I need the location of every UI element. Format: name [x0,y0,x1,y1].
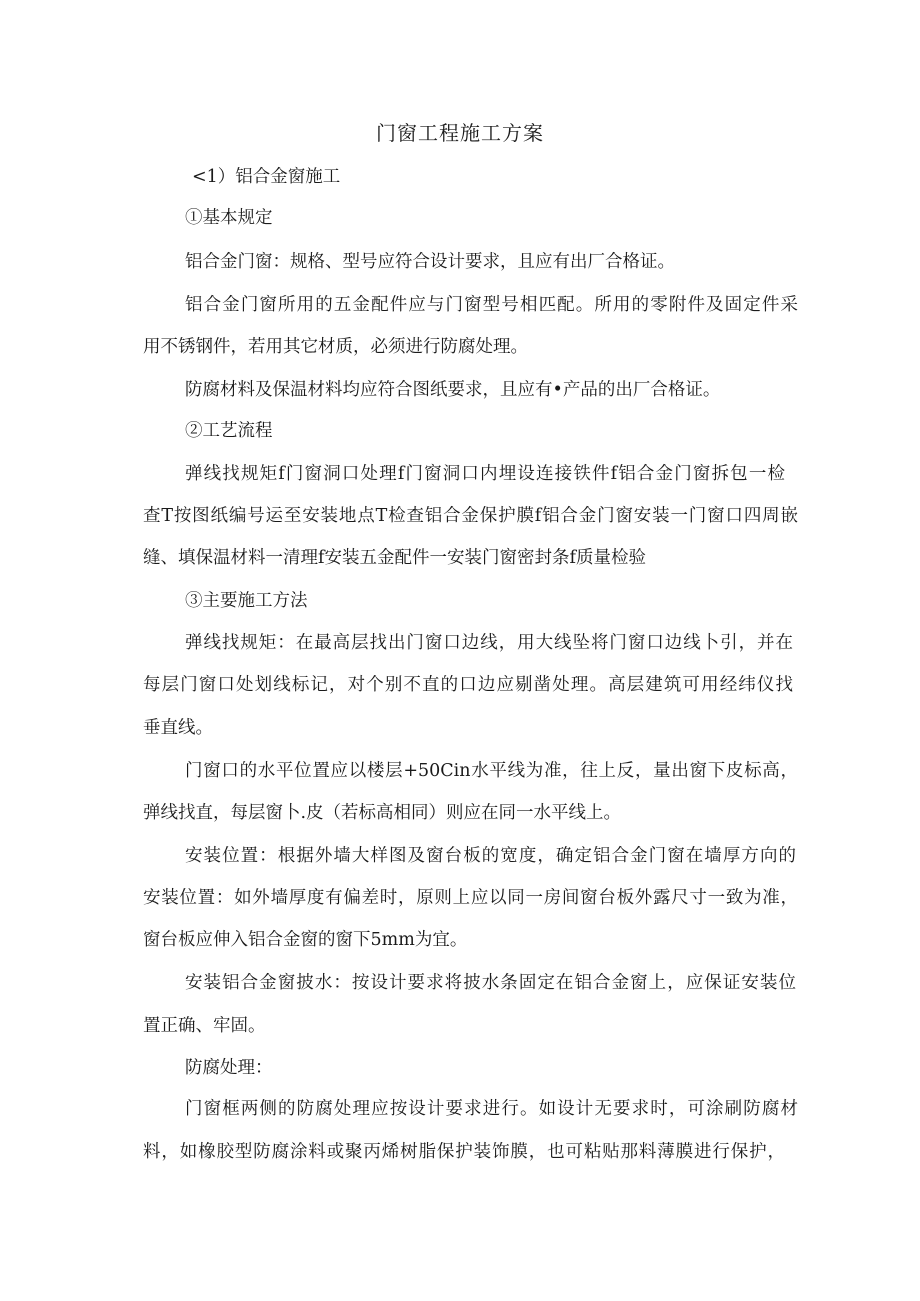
subsection-heading-process-flow: ②工艺流程 [185,421,273,441]
paragraph-line: 防腐材料及保温材料均应符合图纸要求，且应有•产品的出厂合格证。 [185,380,721,400]
subsection-heading-basic-rules: ①基本规定 [185,208,273,228]
paragraph-line: 铝合金门窗所用的五金配件应与门窗型号相匹配。所用的零附件及固定件采 [185,295,798,315]
subsection-heading-anticorrosion: 防腐处理： [185,1058,273,1078]
paragraph-line: 安装位置：如外墙厚度有偏差时，原则上应以同一房间窗台板外露尺寸一致为准， [143,888,798,908]
paragraph-line: 查T按图纸编号运至安装地点T检查铝合金保护膜f铝合金门窗安装一门窗口四周嵌 [143,506,798,526]
paragraph-line: 弹线找直，每层窗卜.皮（若标高相同）则应在同一水平线上。 [143,803,622,823]
paragraph-line: 每层门窗口处划线标记，对个别不直的口边应剔凿处理。高层建筑可用经纬仪找 [143,675,793,695]
paragraph-line: 门窗口的水平位置应以楼层+50Cin水平线为准，往上反，量出窗下皮标高， [185,761,798,781]
paragraph-line: 置正确、牢固。 [143,1016,266,1036]
document-title: 门窗工程施工方案 [376,121,544,145]
paragraph-line: 门窗框两侧的防腐处理应按设计要求进行。如设计无要求时，可涂刷防腐材 [185,1099,798,1119]
paragraph-line: 垂直线。 [143,718,213,738]
paragraph-line: 弹线找规矩：在最高层找出门窗口边线，用大线坠将门窗口边线卜引，并在 [185,633,793,653]
paragraph-line: 料，如橡胶型防腐涂料或聚丙烯树脂保护装饰膜，也可粘贴那料薄膜进行保护， [143,1142,785,1162]
paragraph-line: 缝、填保温材料一清理f安装五金配件一安装门窗密封条f质量检验 [143,548,646,568]
paragraph-line: 安装位置：根据外墙大样图及窗台板的宽度，确定铝合金门窗在墙厚方向的 [185,846,796,866]
paragraph-line: 弹线找规矩f门窗洞口处理f门窗洞口内埋设连接铁件f铝合金门窗拆包一检 [185,464,785,484]
section-heading-aluminum-window: <1）铝合金窗施工 [192,167,341,187]
paragraph-line: 安装铝合金窗披水：按设计要求将披水条固定在铝合金窗上，应保证安装位 [185,973,796,993]
subsection-heading-main-methods: ③主要施工方法 [185,591,308,611]
paragraph-line: 铝合金门窗：规格、型号应符合设计要求，且应有出厂合格证。 [185,252,675,272]
paragraph-line: 窗台板应伸入铝合金窗的窗下5mm为宜。 [143,930,468,950]
paragraph-line: 用不锈钢件，若用其它材质，必须进行防腐处理。 [143,337,528,357]
